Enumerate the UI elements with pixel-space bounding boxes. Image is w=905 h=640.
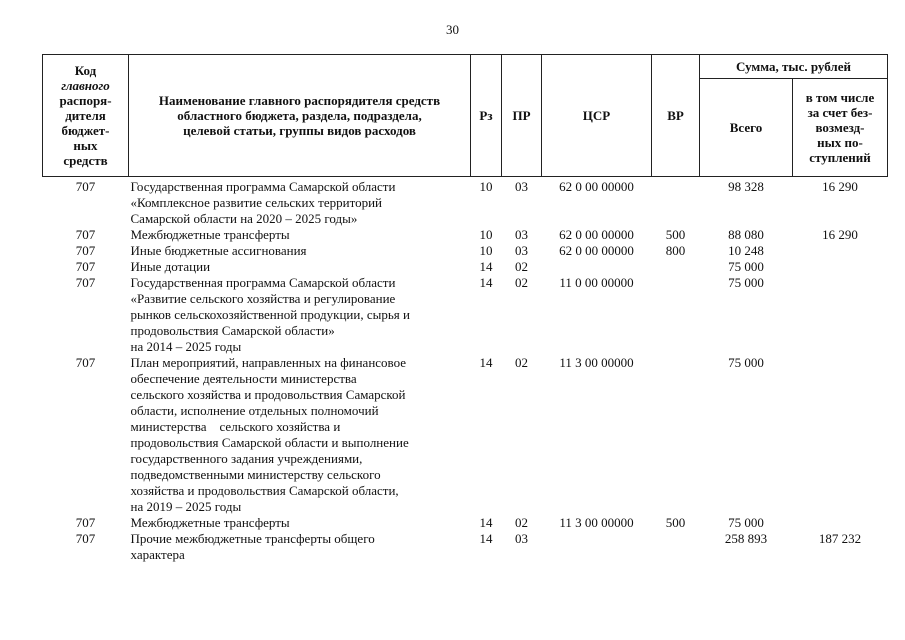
row-name-line: Иные бюджетные ассигнования <box>130 243 307 258</box>
row-name-line: характера <box>130 547 185 562</box>
row-name-line: продовольствия Самарской области» <box>130 323 335 338</box>
row-name-line: на 2014 – 2025 годы <box>130 339 242 354</box>
row-code: 707 <box>75 243 96 258</box>
row-name-line: государственного задания учреждениями, <box>130 451 363 466</box>
row-rz: 14 <box>479 515 493 530</box>
header-name-line: областного бюджета, раздела, подраздела, <box>177 108 422 123</box>
row-name-line: обеспечение деятельности министерства <box>130 371 357 386</box>
row-code: 707 <box>75 259 96 274</box>
row-vr <box>652 355 700 515</box>
row-vr <box>652 531 700 563</box>
row-csr: 11 3 00 00000 <box>559 515 634 530</box>
header-code-line: дителя <box>65 108 106 123</box>
table-row <box>43 355 888 515</box>
row-rz: 14 <box>479 531 493 546</box>
row-name-line: Иные дотации <box>130 259 211 274</box>
row-name-line: План мероприятий, направленных на финансовое <box>130 355 407 370</box>
row-rz: 10 <box>479 227 493 242</box>
header-code-line: главного <box>61 78 110 93</box>
row-code: 707 <box>75 355 96 370</box>
row-grant <box>793 515 888 531</box>
row-grant <box>793 259 888 275</box>
header-pr: ПР <box>502 55 542 177</box>
row-name <box>129 275 471 355</box>
table-row <box>43 227 888 243</box>
row-vr: 800 <box>665 243 686 258</box>
row-vr <box>652 177 700 228</box>
row-total: 10 248 <box>728 243 764 258</box>
row-pr: 03 <box>515 227 528 242</box>
row-name-line: сельского хозяйства и продовольствия Самарской <box>130 387 406 402</box>
row-csr <box>542 531 652 563</box>
row-name-line: продовольствия Самарской области и выполнение <box>130 435 409 450</box>
table-row <box>43 275 888 355</box>
header-code-line: распоря- <box>59 93 112 108</box>
table-row <box>43 259 888 275</box>
row-name-line: министерства сельского хозяйства и <box>130 419 341 434</box>
row-pr: 03 <box>515 179 528 194</box>
row-name-line: области, исполнение отдельных полномочий <box>130 403 379 418</box>
row-code: 707 <box>75 531 96 546</box>
row-vr <box>652 275 700 355</box>
row-name-line: «Развитие сельского хозяйства и регулирование <box>130 291 396 306</box>
row-pr: 03 <box>515 531 528 546</box>
row-csr: 11 3 00 00000 <box>559 355 634 370</box>
row-pr: 03 <box>515 243 528 258</box>
row-vr <box>652 259 700 275</box>
header-grant-line: возмезд- <box>815 120 865 135</box>
row-code: 707 <box>75 515 96 530</box>
row-vr: 500 <box>665 227 686 242</box>
row-pr: 02 <box>515 355 528 370</box>
header-code-line: средств <box>63 153 108 168</box>
row-name <box>129 355 471 515</box>
row-csr: 11 0 00 00000 <box>559 275 634 290</box>
row-pr: 02 <box>515 515 528 530</box>
row-grant <box>793 243 888 259</box>
header-grant-line: ных по- <box>817 135 863 150</box>
row-name-line: Государственная программа Самарской области <box>130 275 396 290</box>
table-row <box>43 177 888 228</box>
row-name-line: подведомственными министерству сельского <box>130 467 381 482</box>
row-name <box>129 259 471 275</box>
header-sum: Сумма, тыс. рублей <box>700 55 888 79</box>
row-total: 88 080 <box>728 227 764 242</box>
row-grant <box>793 275 888 355</box>
header-code-line: Код <box>74 63 97 78</box>
table-row <box>43 531 888 563</box>
row-total: 75 000 <box>728 259 764 274</box>
row-csr: 62 0 00 00000 <box>559 179 634 194</box>
table-row <box>43 243 888 259</box>
header-code-line: ных <box>73 138 98 153</box>
row-total: 75 000 <box>728 275 764 290</box>
row-csr: 62 0 00 00000 <box>559 227 634 242</box>
row-total: 98 328 <box>728 179 764 194</box>
row-name-line: Прочие межбюджетные трансферты общего <box>130 531 375 546</box>
header-name <box>129 55 471 177</box>
row-rz: 14 <box>479 275 493 290</box>
row-rz: 10 <box>479 179 493 194</box>
row-code: 707 <box>75 227 96 242</box>
row-csr <box>542 259 652 275</box>
row-rz: 10 <box>479 243 493 258</box>
row-grant: 187 232 <box>818 531 862 546</box>
row-name-line: Государственная программа Самарской области <box>130 179 396 194</box>
row-name-line: Межбюджетные трансферты <box>130 515 290 530</box>
header-name-line: Наименование главного распорядителя средств <box>158 93 441 108</box>
row-vr: 500 <box>665 515 686 530</box>
header-vr: ВР <box>652 55 700 177</box>
row-grant: 16 290 <box>822 179 858 194</box>
row-name <box>129 177 471 228</box>
header-total: Всего <box>700 79 793 177</box>
header-rz: Рз <box>471 55 502 177</box>
row-name-line: Межбюджетные трансферты <box>130 227 290 242</box>
row-total: 75 000 <box>728 515 764 530</box>
row-name <box>129 531 471 563</box>
row-pr: 02 <box>515 259 528 274</box>
header-grant-line: ступлений <box>809 150 871 165</box>
row-name <box>129 243 471 259</box>
row-total: 75 000 <box>728 355 764 370</box>
row-name <box>129 515 471 531</box>
row-csr: 62 0 00 00000 <box>559 243 634 258</box>
row-name-line: Самарской области на 2020 – 2025 годы» <box>130 211 358 226</box>
row-name-line: на 2019 – 2025 годы <box>130 499 242 514</box>
row-pr: 02 <box>515 275 528 290</box>
row-grant <box>793 355 888 515</box>
row-rz: 14 <box>479 259 493 274</box>
header-code-line: бюджет- <box>61 123 110 138</box>
header-grant-line: за счет без- <box>807 105 873 120</box>
row-code: 707 <box>75 179 96 194</box>
row-name-line: рынков сельскохозяйственной продукции, сырья и <box>130 307 410 322</box>
row-total: 258 893 <box>724 531 768 546</box>
header-grant-line: в том числе <box>805 90 875 105</box>
header-code <box>43 55 129 177</box>
budget-table <box>42 54 888 563</box>
row-name-line: «Комплексное развитие сельских территорий <box>130 195 383 210</box>
row-rz: 14 <box>479 355 493 370</box>
header-name-line: целевой статьи, группы видов расходов <box>183 123 416 138</box>
row-grant: 16 290 <box>822 227 858 242</box>
table-row <box>43 515 888 531</box>
row-name-line: хозяйства и продовольствия Самарской области, <box>130 483 399 498</box>
header-csr: ЦСР <box>542 55 652 177</box>
header-grant <box>793 79 888 177</box>
row-name <box>129 227 471 243</box>
row-code: 707 <box>75 275 96 290</box>
page-number: 30 <box>446 22 459 37</box>
